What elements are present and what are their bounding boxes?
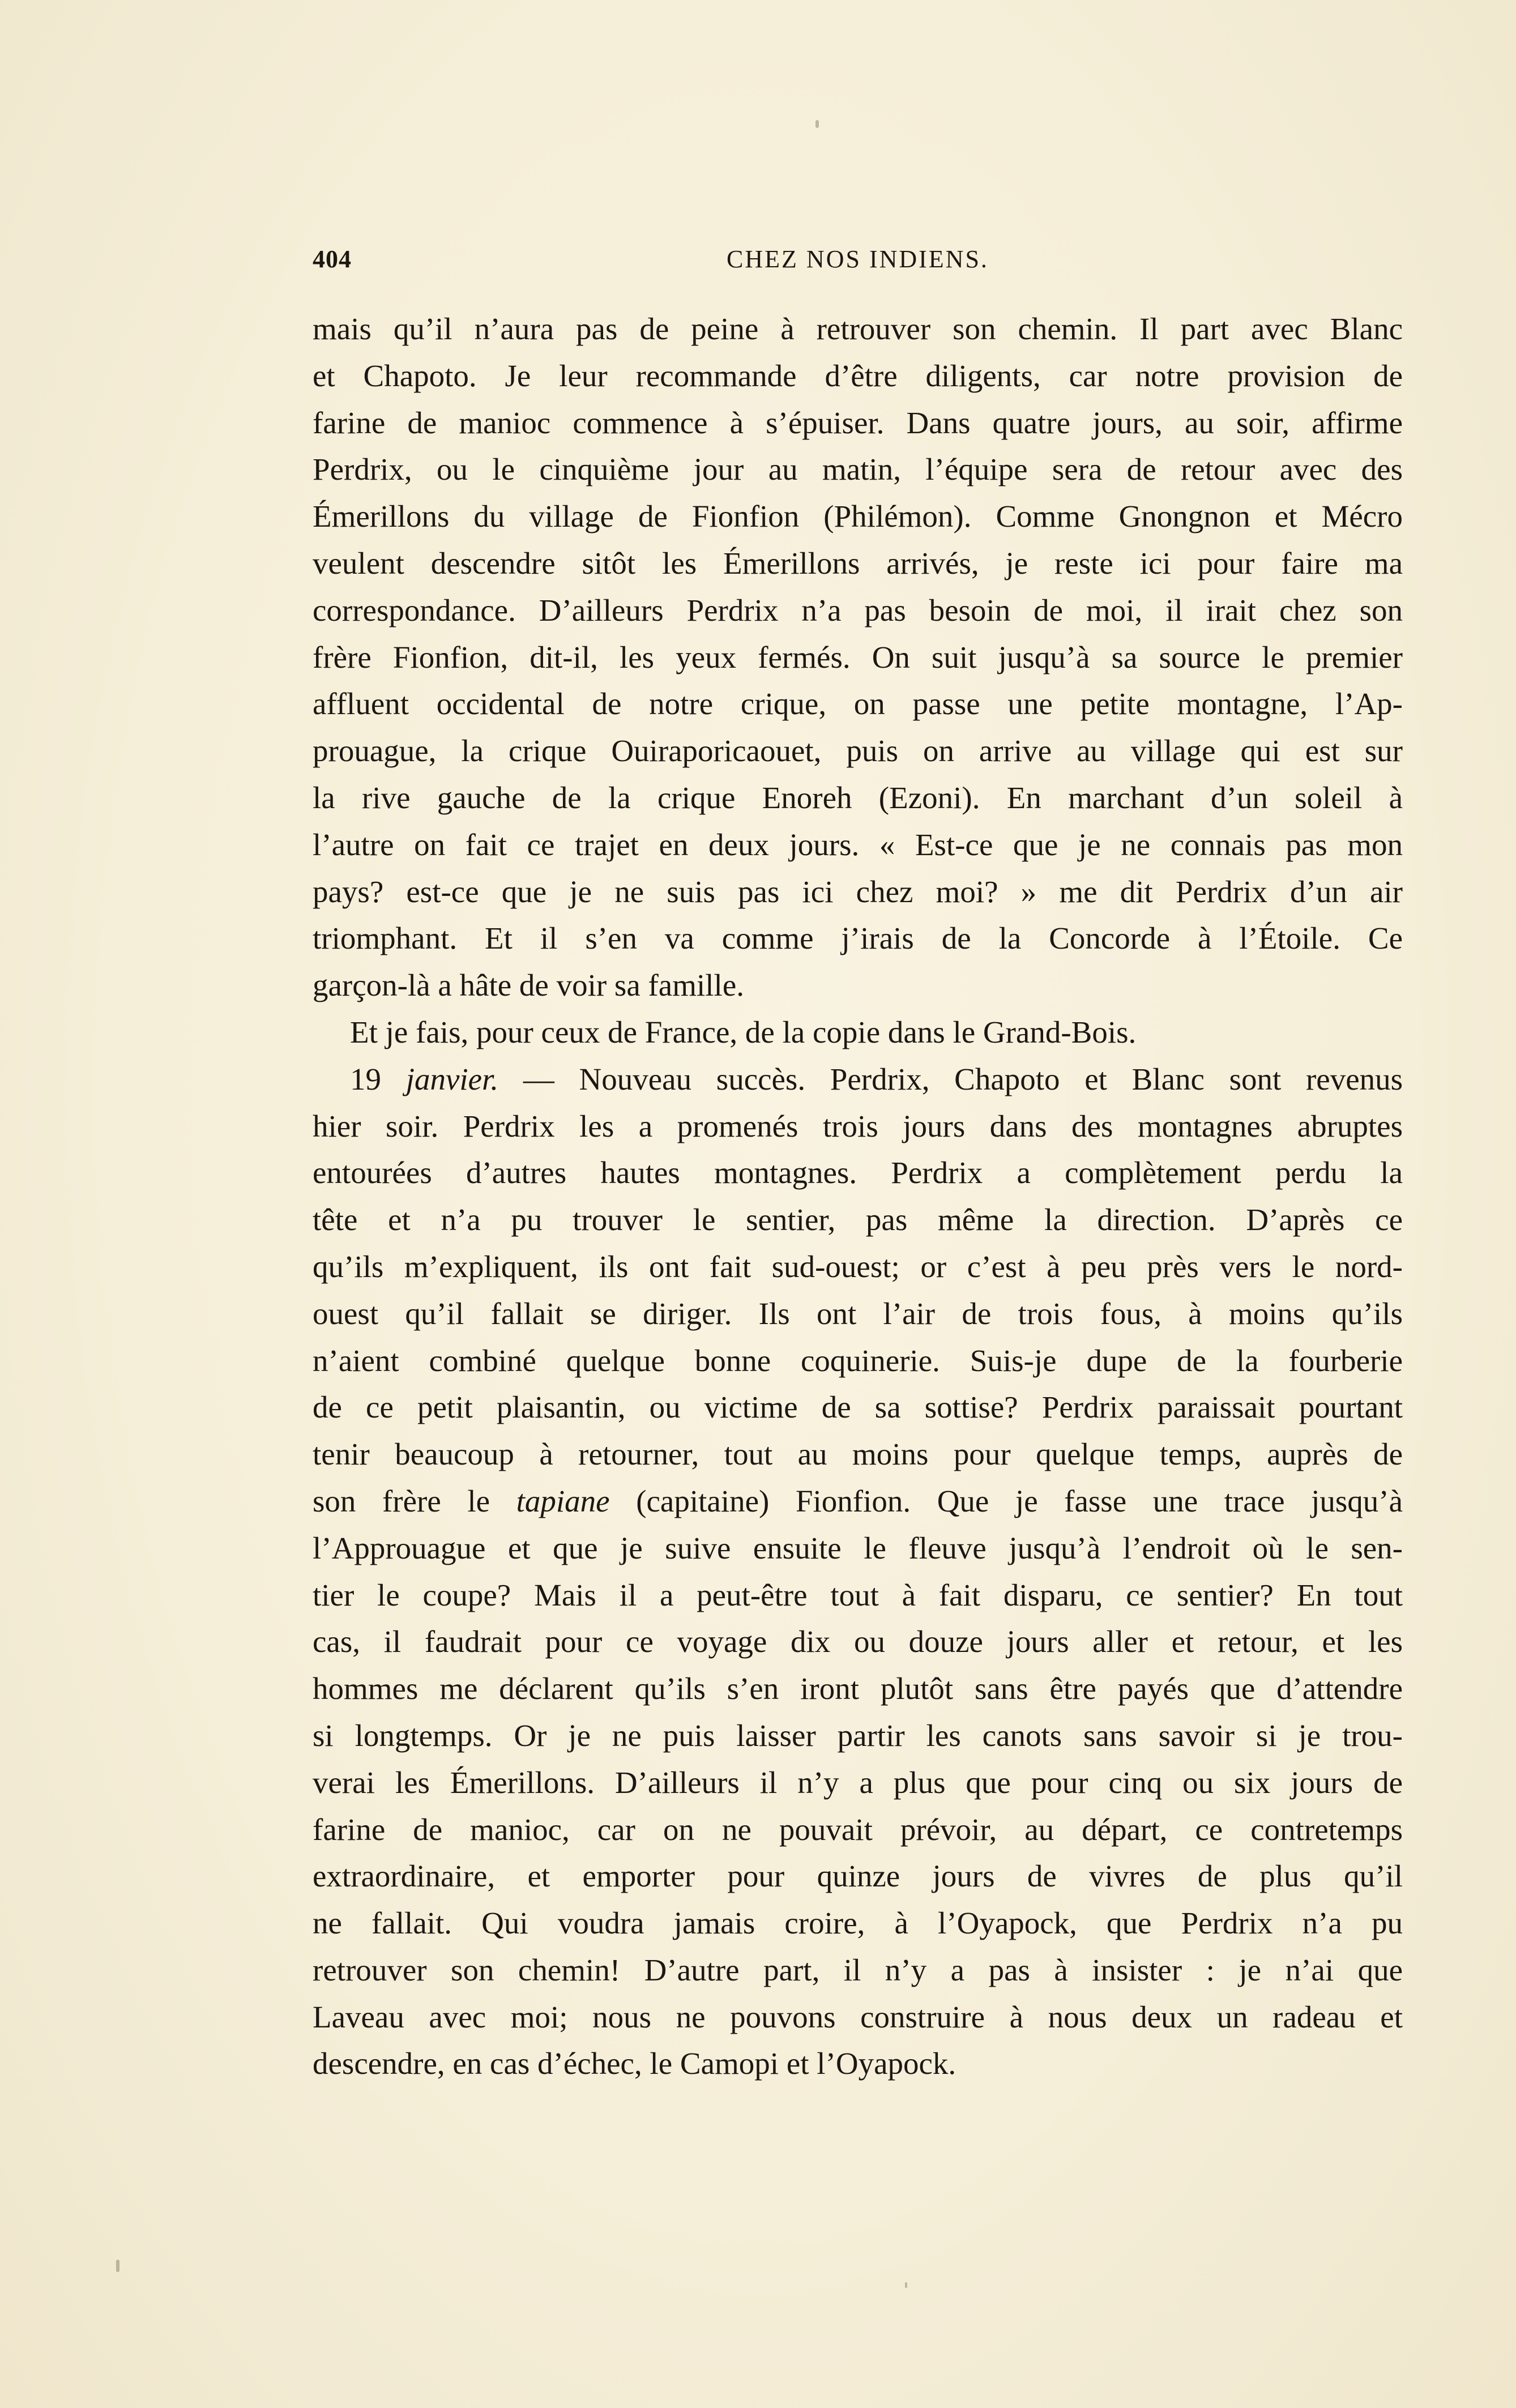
- text-line: extraordinaire, et emporter pour quinze jours de vivres de plus qu’il: [313, 1859, 1403, 1894]
- text-line: qu’ils m’expliquent, ils ont fait sud-ouest; or c’est à peu près vers le nord-: [313, 1249, 1403, 1284]
- text-line: pays? est-ce que je ne suis pas ici chez moi? » me dit Perdrix d’un air: [313, 874, 1403, 909]
- text-line: retrouver son chemin! D’autre part, il n’y a pas à insister : je n’ai que: [313, 1952, 1403, 1987]
- text-line: de ce petit plaisantin, ou victime de sa sottise? Perdrix paraissait pourtant: [313, 1390, 1403, 1425]
- text-line: verai les Émerillons. D’ailleurs il n’y a plus que pour cinq ou six jours de: [313, 1765, 1403, 1800]
- running-title: CHEZ NOS INDIENS.: [727, 245, 989, 273]
- text-line: garçon-là a hâte de voir sa famille.: [313, 968, 744, 1003]
- entry-date-month: janvier.: [405, 1061, 499, 1096]
- italic-term-tapiane: tapiane: [516, 1483, 610, 1518]
- text-line: entourées d’autres hautes montagnes. Perdrix a complètement perdu la: [313, 1155, 1403, 1190]
- text-line: veulent descendre sitôt les Émerillons arrivés, je reste ici pour faire ma: [313, 545, 1403, 580]
- text-line: prouague, la crique Ouiraporicaouet, puis on arrive au village qui est sur: [313, 733, 1403, 768]
- text-line: l’Approuague et que je suive ensuite le fleuve jusqu’à l’endroit où le sen-: [313, 1530, 1403, 1565]
- entry-date-day: 19: [350, 1061, 381, 1096]
- text-line: la rive gauche de la crique Enoreh (Ezoni). En marchant d’un soleil à: [313, 780, 1403, 815]
- text-line: l’autre on fait ce trajet en deux jours. « Est-ce que je ne connais pas mon: [313, 827, 1403, 862]
- text-line: ouest qu’il fallait se diriger. Ils ont l’air de trois fous, à moins qu’ils: [313, 1296, 1403, 1331]
- text-line: Émerillons du village de Fionfion (Philémon). Comme Gnongnon et Mécro: [313, 499, 1403, 534]
- text-line: Laveau avec moi; nous ne pouvons construire à nous deux un radeau et: [313, 1999, 1403, 2034]
- paper-speck: [116, 2260, 119, 2272]
- text-line: hier soir. Perdrix les a promenés trois jours dans des montagnes abruptes: [313, 1108, 1403, 1143]
- text-line: correspondance. D’ailleurs Perdrix n’a pas besoin de moi, il irait chez son: [313, 592, 1403, 627]
- dated-entry-first-line: [313, 1056, 1403, 1103]
- text-line: et Chapoto. Je leur recommande d’être diligents, car notre provision de: [313, 358, 1403, 393]
- text-line: frère Fionfion, dit-il, les yeux fermés. On suit jusqu’à sa source le premier: [313, 639, 1403, 674]
- text-line: Et je fais, pour ceux de France, de la copie dans le Grand-Bois.: [350, 1014, 1137, 1049]
- entry-text: — Nouveau succès. Perdrix, Chapoto et Blanc sont revenus: [523, 1061, 1403, 1096]
- text-line: farine de manioc commence à s’épuiser. Dans quatre jours, au soir, affirme: [313, 405, 1403, 440]
- paper-speck: [815, 120, 819, 128]
- text-line: tier le coupe? Mais il a peut-être tout à fait disparu, ce sentier? En tout: [313, 1577, 1403, 1612]
- text-line: mais qu’il n’aura pas de peine à retrouver son chemin. Il part avec Blanc: [313, 311, 1403, 346]
- text-line: si longtemps. Or je ne puis laisser partir les canots sans savoir si je trou-: [313, 1718, 1403, 1753]
- body-text: [313, 306, 1403, 2087]
- text-line: tête et n’a pu trouver le sentier, pas même la direction. D’après ce: [313, 1202, 1403, 1237]
- page-header: [313, 245, 1403, 284]
- paper-speck: [905, 2282, 907, 2288]
- text-line: affluent occidental de notre crique, on passe une petite montagne, l’Ap-: [313, 686, 1403, 721]
- text-line-with-italic: son frère le tapiane (capitaine) Fionfion. Que je fasse une trace jusqu’à: [313, 1483, 1403, 1518]
- text-line: triomphant. Et il s’en va comme j’irais de la Concorde à l’Étoile. Ce: [313, 921, 1403, 956]
- text-line: farine de manioc, car on ne pouvait prévoir, au départ, ce contretemps: [313, 1812, 1403, 1847]
- text-line: descendre, en cas d’échec, le Camopi et l’Oyapock.: [313, 2046, 956, 2081]
- text-line: Perdrix, ou le cinquième jour au matin, l’équipe sera de retour avec des: [313, 452, 1403, 487]
- text-line: hommes me déclarent qu’ils s’en iront plutôt sans être payés que d’attendre: [313, 1671, 1403, 1706]
- text-line: cas, il faudrait pour ce voyage dix ou douze jours aller et retour, et les: [313, 1624, 1403, 1659]
- text-line: ne fallait. Qui voudra jamais croire, à l’Oyapock, que Perdrix n’a pu: [313, 1906, 1403, 1941]
- page-number: 404: [313, 245, 352, 273]
- text-line: tenir beaucoup à retourner, tout au moins pour quelque temps, auprès de: [313, 1437, 1403, 1472]
- text-line: n’aient combiné quelque bonne coquinerie. Suis-je dupe de la fourberie: [313, 1343, 1403, 1378]
